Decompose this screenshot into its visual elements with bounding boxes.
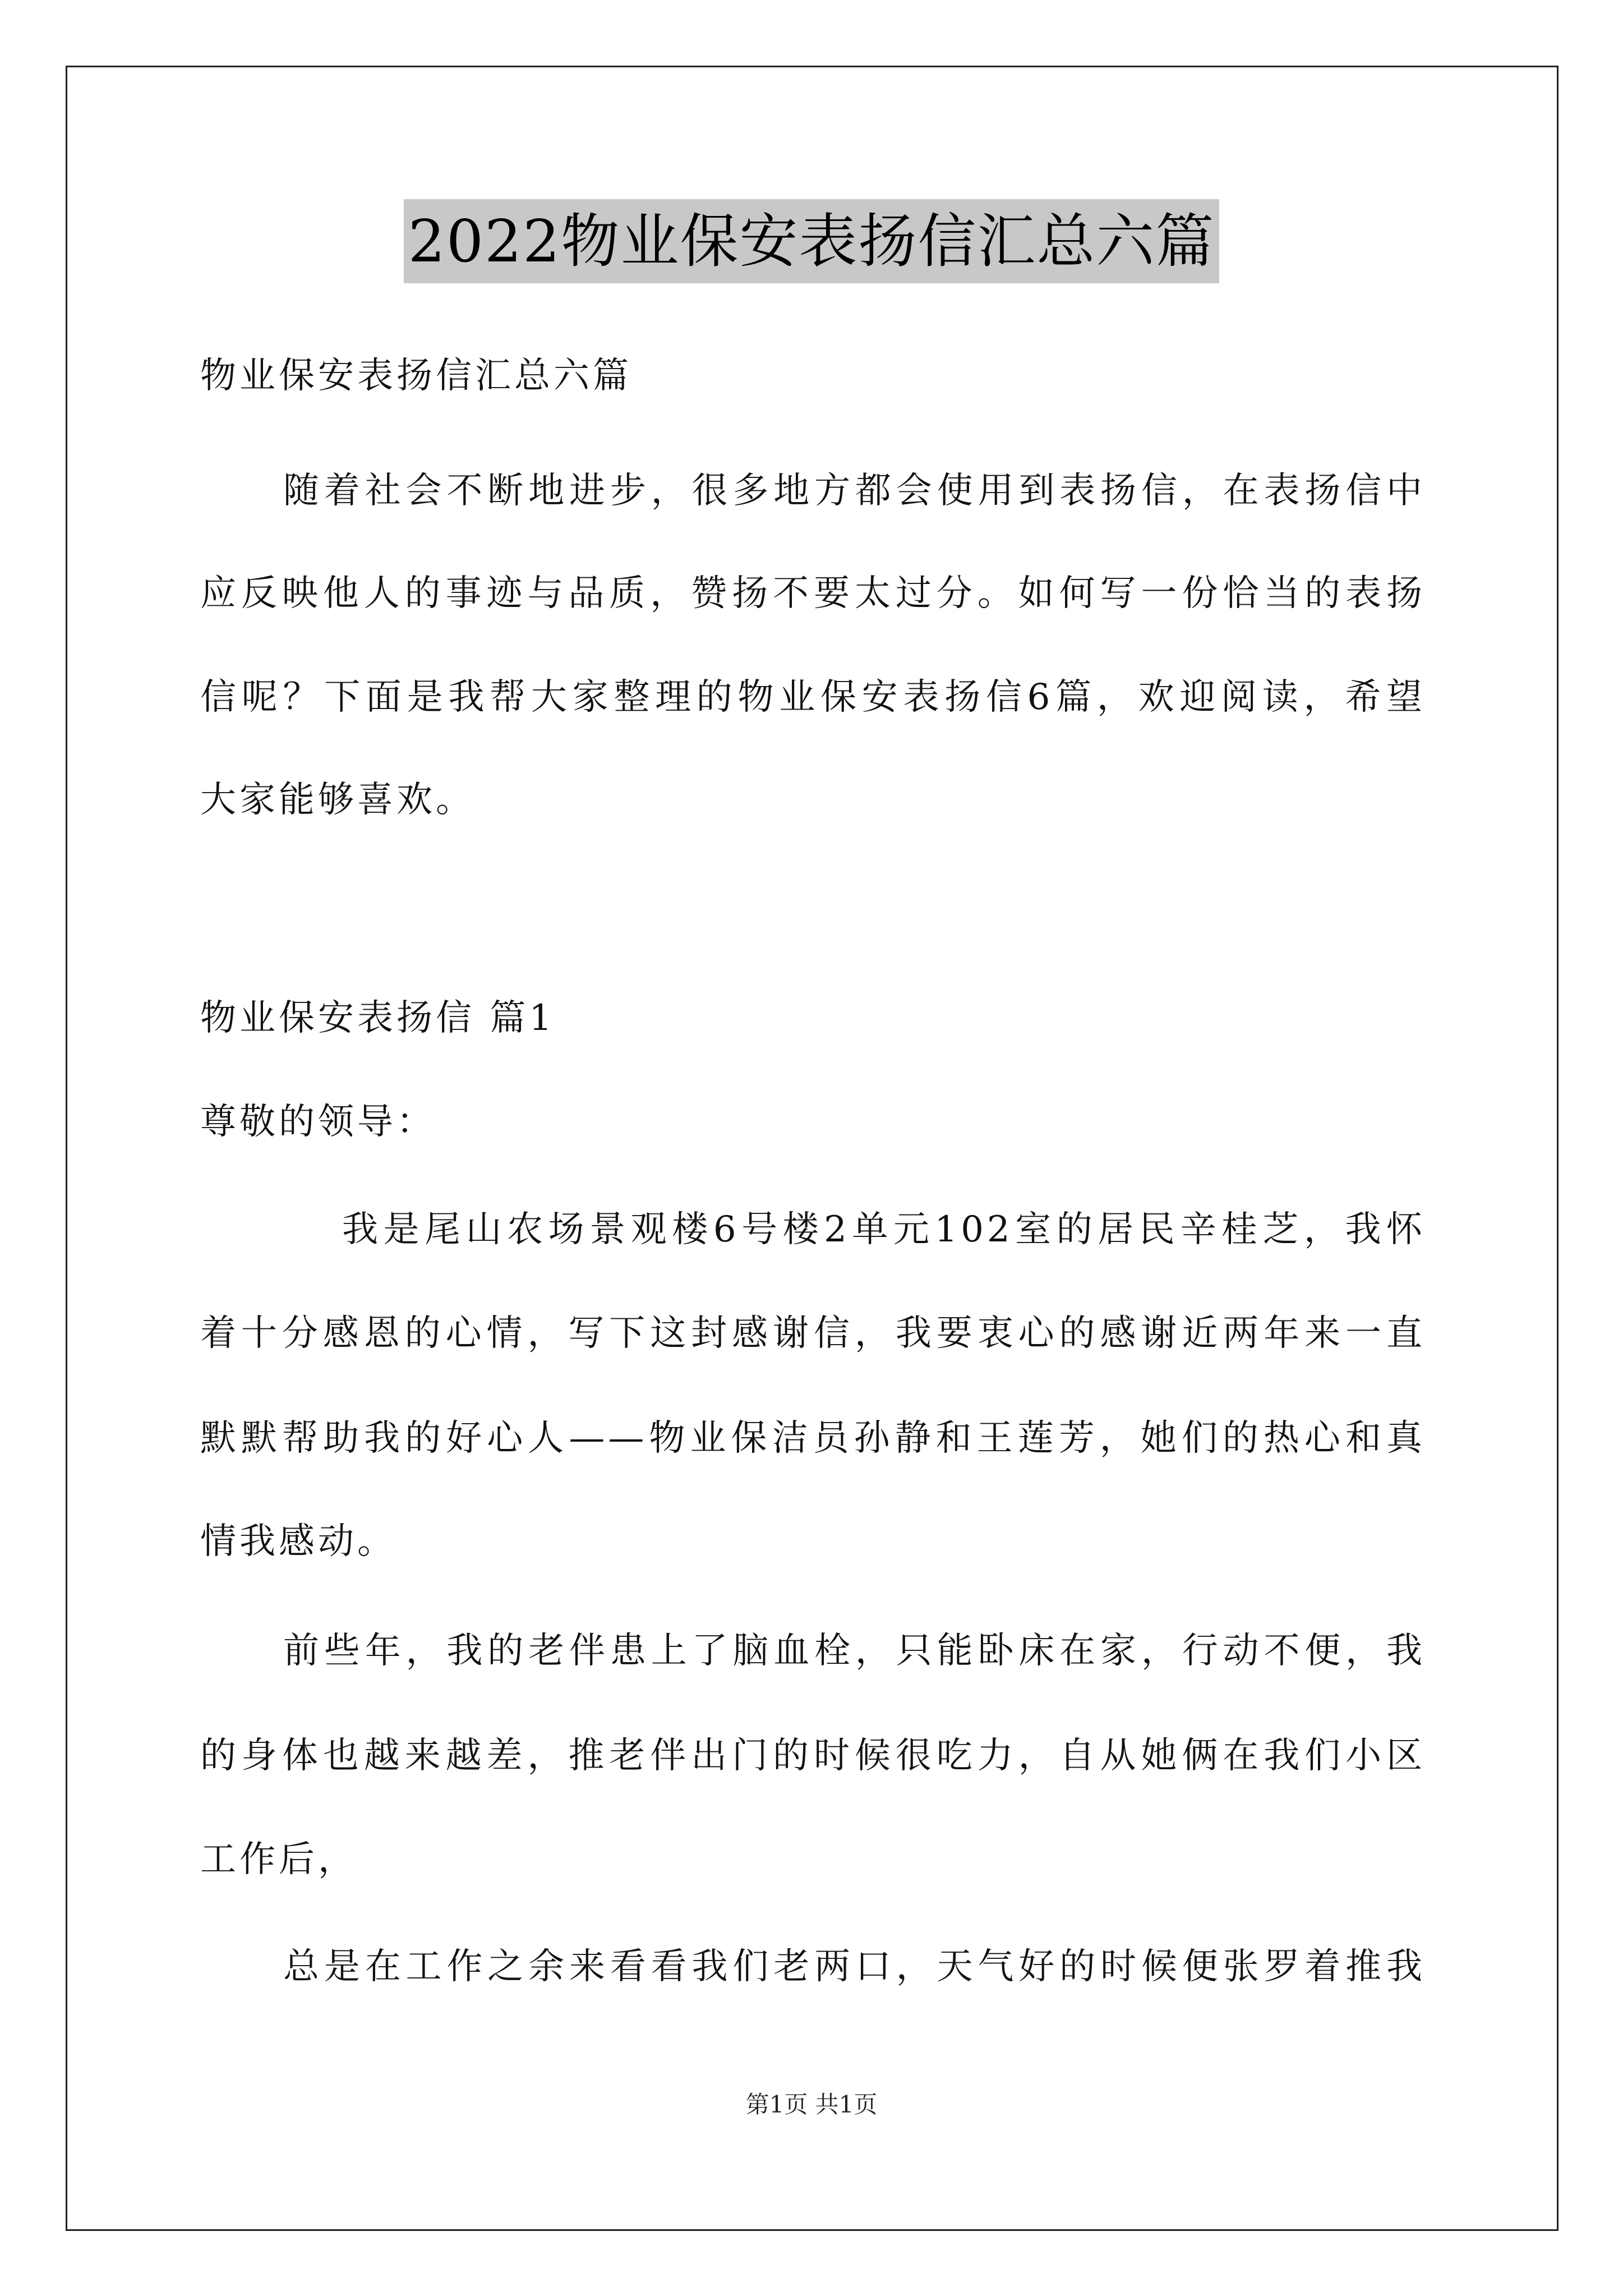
paragraph-line: 着十分感恩的心情，写下这封感谢信，我要衷心的感谢近两年来一直: [200, 1313, 1426, 1354]
paragraph-line: 的身体也越来越差，推老伴出门的时候很吃力，自从她俩在我们小区: [200, 1735, 1426, 1777]
title-container: [0, 199, 1623, 283]
paragraph-line: 工作后，: [200, 1839, 357, 1880]
paragraph-line: 我是尾山农场景观楼6号楼2单元102室的居民辛桂芝，我怀: [342, 1209, 1426, 1250]
paragraph-line: 应反映他人的事迹与品质，赞扬不要太过分。如何写一份恰当的表扬: [200, 573, 1426, 614]
section-heading: 物业保安表扬信 篇1: [200, 997, 556, 1039]
paragraph-line: 默默帮助我的好心人——物业保洁员孙静和王莲芳，她们的热心和真: [200, 1418, 1426, 1459]
paragraph-line: 情我感动。: [200, 1521, 396, 1562]
salutation-line: 尊敬的领导：: [200, 1101, 436, 1143]
document-title: 2022物业保安表扬信汇总六篇: [404, 199, 1220, 283]
paragraph-line: 随着社会不断地进步，很多地方都会使用到表扬信，在表扬信中: [283, 470, 1426, 512]
paragraph-line: 前些年，我的老伴患上了脑血栓，只能卧床在家，行动不便，我: [283, 1630, 1426, 1672]
page-footer: 第1页 共1页: [745, 2091, 878, 2118]
paragraph-line: 信呢？下面是我帮大家整理的物业保安表扬信6篇，欢迎阅读，希望: [200, 677, 1426, 718]
subtitle-line: 物业保安表扬信汇总六篇: [200, 355, 632, 397]
paragraph-line: 总是在工作之余来看看我们老两口，天气好的时候便张罗着推我: [283, 1946, 1426, 1987]
paragraph-line: 大家能够喜欢。: [200, 779, 475, 821]
